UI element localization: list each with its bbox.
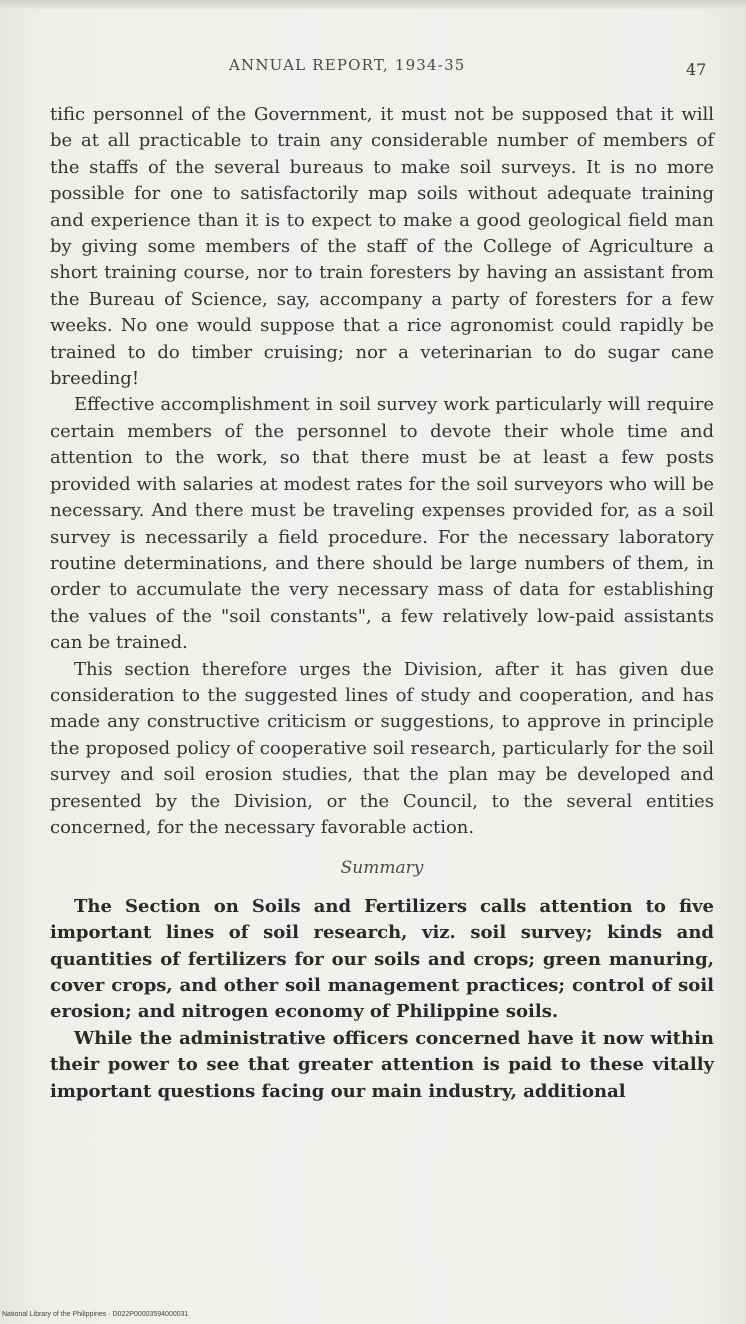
paragraph: This section therefore urges the Division, after it has given due consideration to the suggested lines of study and cooperation, and has made any constructive criticism or suggestions, to approve in principle the proposed policy of cooperative soil research, particularly for the soil survey and soil erosion studies, that the plan may be developed and presented by the Division, or the Council, to the several entities concerned, for the necessary favorable action. [50,658,714,838]
paragraph-continued: tific personnel of the Government, it must not be supposed that it will be at all practicable to train any considerable number of members of the staffs of the several bureaus to make soil surveys. It is no more possible for one to satisfactorily map soils without adequate training and experience than it is to expect to make a good geological field man by giving some members of the staff of the College of Agriculture a short training course, nor to train foresters by having an assistant from the Bureau of Science, say, accompany a party of foresters for a few weeks. No one would suppose that a rice agronomist could rapidly be trained to do timber cruising; nor a veterinarian to do sugar cane breeding! [50,104,714,390]
page-header [0,48,746,78]
running-head: ANNUAL REPORT, 1934-35 [229,56,466,74]
page-top-edge [0,0,746,9]
paragraph: Effective accomplishment in soil survey work particularly will require certain members of the personnel to devote their whole time and attention to the work, so that there must be at least a few posts provided with salaries at modest rates for the soil surveyors who will be necessary. And there must be traveling expenses provided for, as a soil survey is necessarily a field procedure. For the necessary laboratory routine determinations, and there should be large numbers of them, in order to accumulate the very necessary mass of data for establishing the values of the "soil constants", a few relatively low-paid assistants can be trained. [50,394,714,654]
page-number: 47 [686,60,707,79]
summary-paragraph: The Section on Soils and Fertilizers calls attention to five important lines of soil research, viz. soil survey; kinds and quantities of fertilizers for our soils and crops; green manuring, cover crops, and other soil management practices; control of soil erosion; and nitrogen economy of Philippine soils. [50,895,714,1023]
section-heading-summary: Summary [340,858,424,879]
body-text [50,102,714,1105]
scan-footer: National Library of the Philippines · D022P00003594000031 [2,1311,189,1318]
summary-paragraph: While the administrative officers concerned have it now within their power to see that greater attention is paid to these vitally important questions facing our main industry, additional [50,1027,714,1102]
